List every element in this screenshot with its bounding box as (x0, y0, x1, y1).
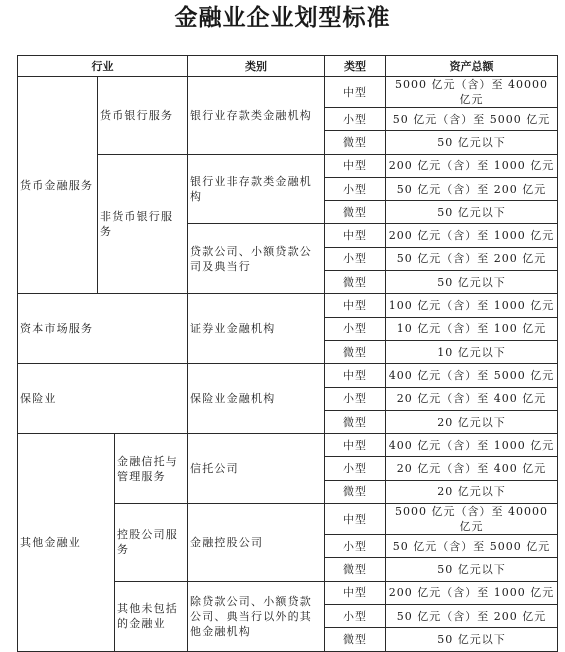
category-cell: 金融控股公司 (188, 504, 325, 582)
sub-industry-cell: 其他未包括的金融业 (115, 581, 188, 651)
table-row (18, 77, 558, 108)
category-cell: 保险业金融机构 (188, 364, 325, 434)
type-cell: 中型 (325, 504, 386, 535)
type-cell: 中型 (325, 364, 386, 387)
type-cell: 小型 (325, 108, 386, 131)
type-cell: 小型 (325, 604, 386, 627)
type-cell: 中型 (325, 434, 386, 457)
assets-cell: 50 亿元以下 (386, 271, 558, 294)
industry-cell: 保险业 (18, 364, 188, 434)
category-cell: 除贷款公司、小额贷款公司、典当行以外的其他金融机构 (188, 581, 325, 651)
industry-cell: 资本市场服务 (18, 294, 188, 364)
type-cell: 小型 (325, 247, 386, 270)
type-cell: 小型 (325, 317, 386, 340)
assets-cell: 20 亿元以下 (386, 410, 558, 433)
category-cell: 银行业存款类金融机构 (188, 77, 325, 155)
header-type: 类型 (325, 56, 386, 77)
category-cell: 贷款公司、小额贷款公司及典当行 (188, 224, 325, 294)
sub-industry-cell: 金融信托与管理服务 (115, 434, 188, 504)
type-cell: 中型 (325, 581, 386, 604)
industry-cell: 货币金融服务 (18, 77, 98, 294)
classification-table (17, 55, 558, 652)
assets-cell: 100 亿元（含）至 1000 亿元 (386, 294, 558, 317)
table-row (18, 154, 558, 177)
type-cell: 微型 (325, 628, 386, 651)
type-cell: 中型 (325, 294, 386, 317)
type-cell: 小型 (325, 535, 386, 558)
assets-cell: 50 亿元以下 (386, 201, 558, 224)
type-cell: 小型 (325, 387, 386, 410)
sub-industry-cell: 非货币银行服务 (98, 154, 188, 294)
type-cell: 微型 (325, 340, 386, 363)
type-cell: 微型 (325, 201, 386, 224)
header-category: 类别 (188, 56, 325, 77)
assets-cell: 10 亿元以下 (386, 340, 558, 363)
table-row (18, 364, 558, 387)
type-cell: 中型 (325, 77, 386, 108)
assets-cell: 5000 亿元（含）至 40000 亿元 (386, 504, 558, 535)
table-row (18, 434, 558, 457)
industry-cell: 其他金融业 (18, 434, 115, 651)
page-title: 金融业企业划型标准 (174, 5, 391, 31)
type-cell: 微型 (325, 131, 386, 154)
type-cell: 微型 (325, 410, 386, 433)
assets-cell: 5000 亿元（含）至 40000 亿元 (386, 77, 558, 108)
type-cell: 中型 (325, 224, 386, 247)
table-row (18, 294, 558, 317)
type-cell: 微型 (325, 271, 386, 294)
assets-cell: 20 亿元以下 (386, 480, 558, 503)
category-cell: 银行业非存款类金融机构 (188, 154, 325, 224)
category-cell: 信托公司 (188, 434, 325, 504)
type-cell: 小型 (325, 457, 386, 480)
assets-cell: 20 亿元（含）至 400 亿元 (386, 387, 558, 410)
assets-cell: 20 亿元（含）至 400 亿元 (386, 457, 558, 480)
assets-cell: 400 亿元（含）至 5000 亿元 (386, 364, 558, 387)
assets-cell: 50 亿元以下 (386, 628, 558, 651)
assets-cell: 50 亿元（含）至 200 亿元 (386, 177, 558, 200)
type-cell: 小型 (325, 177, 386, 200)
table-header-row (18, 56, 558, 77)
assets-cell: 50 亿元（含）至 200 亿元 (386, 604, 558, 627)
type-cell: 微型 (325, 558, 386, 581)
sub-industry-cell: 货币银行服务 (98, 77, 188, 155)
assets-cell: 50 亿元（含）至 5000 亿元 (386, 535, 558, 558)
assets-cell: 400 亿元（含）至 1000 亿元 (386, 434, 558, 457)
category-cell: 证券业金融机构 (188, 294, 325, 364)
assets-cell: 50 亿元（含）至 5000 亿元 (386, 108, 558, 131)
type-cell: 中型 (325, 154, 386, 177)
header-assets: 资产总额 (386, 56, 558, 77)
assets-cell: 50 亿元以下 (386, 131, 558, 154)
sub-industry-cell: 控股公司服务 (115, 504, 188, 582)
assets-cell: 10 亿元（含）至 100 亿元 (386, 317, 558, 340)
header-industry: 行业 (18, 56, 188, 77)
assets-cell: 200 亿元（含）至 1000 亿元 (386, 154, 558, 177)
type-cell: 微型 (325, 480, 386, 503)
assets-cell: 200 亿元（含）至 1000 亿元 (386, 224, 558, 247)
assets-cell: 50 亿元以下 (386, 558, 558, 581)
assets-cell: 200 亿元（含）至 1000 亿元 (386, 581, 558, 604)
assets-cell: 50 亿元（含）至 200 亿元 (386, 247, 558, 270)
